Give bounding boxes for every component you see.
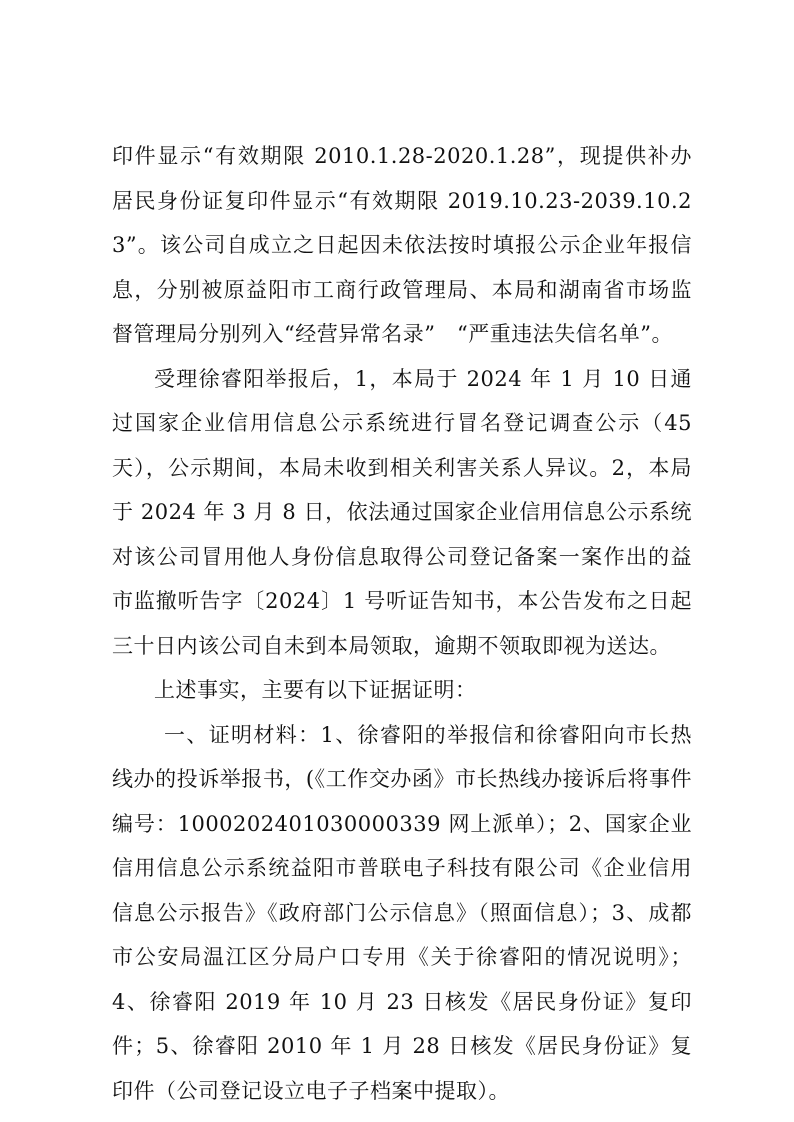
paragraph-id-validity: 印件显示“有效期限 2010.1.28-2020.1.28”，现提供补办居民身份证复印件显示“有效期限 2019.10.23-2039.10.23”。该公司自成立之日起因未依法按时填报公示企业年报信息，分别被原益阳市工商行政管理局、本局和湖南省市场监督管理局分别列入“经营异常名录” “严重违法失信名单”。 [112,144,692,346]
paragraph-evidence-intro: 上述事实，主要有以下证据证明： [154,678,477,702]
paragraph-evidence-materials: 一、证明材料：1、徐睿阳的举报信和徐睿阳向市长热线办的投诉举报书，(《工作交办函》市长热线办接诉后将事件编号：1000202401030000339 网上派单）；2、国家企业信用信息公示系统益阳市普联电子科技有限公司《企业信用信息公示报告》《政府部门公示信息》（照面信息）；3、成都市公安局温江区分局户口专用《关于徐睿阳的情况说明》；4、徐睿阳 2019 年 10 月 23 日核发《居民身份证》复印件；5、徐睿阳 2010 年 1 月 28 日核发《居民身份证》复印件（公司登记设立电子子档案中提取）。 [112,722,692,1103]
document-body [112,134,692,1113]
paragraph-handling-process: 受理徐睿阳举报后，1，本局于 2024 年 1 月 10 日通过国家企业信用信息公示系统进行冒名登记调查公示（45 天），公示期间，本局未收到相关利害关系人异议。2，本局于 2024 年 3 月 8 日，依法通过国家企业信用信息公示系统对该公司冒用他人身份信息取得公司登记备案一案作出的益市监撤听告字〔2024〕1 号听证告知书，本公告发布之日起三十日内该公司自未到本局领取，逾期不领取即视为送达。 [112,366,692,658]
